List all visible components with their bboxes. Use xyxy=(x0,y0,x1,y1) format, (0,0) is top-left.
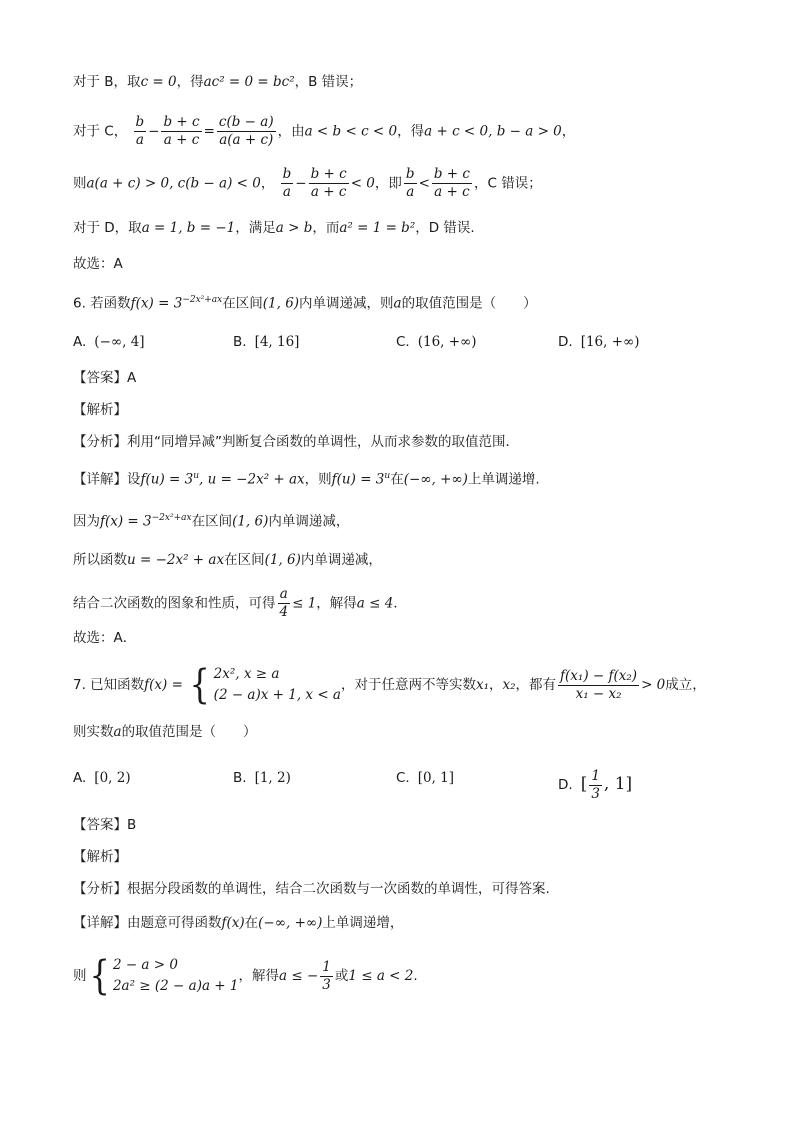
option-letter: A. xyxy=(73,770,87,786)
numerator: b xyxy=(135,114,145,130)
math: (−∞, +∞) xyxy=(403,471,468,488)
text: 结合二次函数的图象和性质，可得 xyxy=(73,595,276,612)
text: ，而 xyxy=(312,220,340,236)
math: (1, 6) xyxy=(264,552,301,568)
fraction xyxy=(161,114,201,149)
math: 1 ≤ a < 2 xyxy=(348,968,414,984)
q6-step-1 xyxy=(73,508,349,532)
math-sup: u xyxy=(193,471,200,481)
denominator: a xyxy=(282,184,291,200)
text: ，都有 xyxy=(515,677,557,693)
math: f(x) = 3 xyxy=(100,513,152,530)
text: 内单调递减， xyxy=(268,513,350,530)
denominator: 4 xyxy=(279,604,289,620)
text: ，得 xyxy=(397,123,425,140)
fraction xyxy=(309,166,349,201)
question-7-cont xyxy=(73,722,257,742)
math: − xyxy=(148,123,160,140)
q7-answer: 【答案】B xyxy=(73,817,137,833)
option-1 xyxy=(73,332,145,352)
q6-analysis xyxy=(73,432,519,452)
option-2 xyxy=(233,768,291,788)
fraction xyxy=(217,114,276,149)
math: ≤ 1 xyxy=(292,595,317,612)
numerator: a xyxy=(278,586,291,604)
text: 在 xyxy=(390,471,404,488)
text: ， xyxy=(489,677,503,693)
text: 则实数 xyxy=(73,724,114,740)
option-letter: D. xyxy=(558,334,573,350)
tag: 【详解】 xyxy=(73,471,127,488)
option-value xyxy=(580,768,633,802)
math: > 0 xyxy=(641,677,666,693)
text: 根据分段函数的单调性，结合二次函数与一次函数的单调性，可得答案. xyxy=(127,881,550,897)
tag: 【分析】 xyxy=(73,434,127,450)
text: ， xyxy=(260,175,275,192)
fraction xyxy=(134,114,147,149)
math: = xyxy=(203,123,215,140)
text: 上单调递增， xyxy=(322,915,404,931)
math: a² = 1 = b² xyxy=(339,220,416,236)
fraction xyxy=(278,586,291,621)
option-value: [0, 1] xyxy=(417,770,455,786)
math: f(u) = 3 xyxy=(331,471,385,488)
math: f(x) = 3 xyxy=(130,295,183,312)
option-3 xyxy=(396,768,454,788)
q6-step-2 xyxy=(73,550,382,570)
option-letter: C. xyxy=(396,334,410,350)
system-brace xyxy=(87,955,239,997)
text: ． xyxy=(393,595,407,612)
math: a < b < c < 0 xyxy=(304,123,398,140)
text: ，对于任意两不等实数 xyxy=(340,677,476,693)
math: a > b xyxy=(275,220,313,236)
math: f(x) xyxy=(221,915,245,931)
option-value: (−∞, 4] xyxy=(94,334,145,350)
option-letter: B. xyxy=(233,334,247,350)
denominator: a + c xyxy=(163,132,200,148)
math-sup: −2x²+ax xyxy=(151,513,192,523)
option-letter: A. xyxy=(73,334,87,350)
math: < 0 xyxy=(350,175,375,192)
text: 内单调递减， xyxy=(300,552,382,568)
option-1 xyxy=(73,768,131,788)
option-4 xyxy=(558,332,640,352)
text: 则 xyxy=(73,175,87,192)
text: 对于 C， xyxy=(73,123,128,140)
math-sup: −2x²+ax xyxy=(182,295,223,305)
case-row: 2 − a > 0 xyxy=(112,957,178,973)
question-6 xyxy=(73,290,537,314)
q6-conclusion: 故选：A． xyxy=(73,630,137,646)
case-row: 2x², x ≥ a xyxy=(213,666,280,682)
text: 内单调递减，则 xyxy=(299,295,394,312)
numerator: b xyxy=(282,166,292,182)
brace-icon: { xyxy=(189,662,211,708)
fraction xyxy=(281,166,294,201)
text: 上单调递增. xyxy=(467,471,540,488)
text: 设 xyxy=(127,471,141,488)
text: 在区间 xyxy=(191,513,233,530)
math: a xyxy=(113,724,122,740)
math: a + c < 0, b − a > 0 xyxy=(424,123,562,140)
math: , u = −2x² + ax xyxy=(199,471,305,488)
option-value: [0, 2) xyxy=(94,770,131,786)
math: x₁ xyxy=(475,677,490,693)
denominator: 3 xyxy=(322,976,331,993)
denominator: 3 xyxy=(591,786,600,802)
math: c = 0 xyxy=(140,74,177,90)
math: ac² = 0 = bc² xyxy=(203,74,295,90)
line-option-c xyxy=(73,114,575,149)
q6-answer: 【答案】A xyxy=(73,370,137,386)
denominator: x₁ − x₂ xyxy=(575,685,622,702)
text: ，C 错误； xyxy=(473,175,542,192)
text: 由题意可得函数 xyxy=(127,915,222,931)
denominator: a + c xyxy=(310,184,347,200)
option-value: [16, +∞) xyxy=(580,334,640,350)
numerator: b xyxy=(405,166,415,182)
math: u = −2x² + ax xyxy=(127,552,225,568)
text: 7. 已知函数 xyxy=(73,677,145,693)
numerator: c(b − a) xyxy=(218,114,274,130)
text: 对于 D，取 xyxy=(73,220,142,236)
q6-analysis-header: 【解析】 xyxy=(73,402,127,418)
q7-step-1 xyxy=(73,955,418,997)
denominator: a xyxy=(135,132,144,148)
math: a(a + c) > 0, c(b − a) < 0 xyxy=(86,175,261,192)
text: ，解得 xyxy=(316,595,357,612)
text: 因为 xyxy=(73,513,100,530)
math: (−∞, +∞) xyxy=(258,915,323,931)
text: 6. 若函数 xyxy=(73,295,131,312)
text: 对于 B，取 xyxy=(73,74,141,90)
option-3 xyxy=(396,332,477,352)
fraction xyxy=(589,768,602,803)
text: ， xyxy=(561,123,576,140)
text: . xyxy=(413,968,418,984)
text: ，B 错误； xyxy=(294,74,363,90)
denominator: a + c xyxy=(434,184,470,200)
fraction xyxy=(558,668,639,703)
text: 则 xyxy=(73,968,87,984)
math: f(u) = 3 xyxy=(140,471,194,488)
text: 的取值范围是（ ） xyxy=(121,724,257,740)
numerator: f(x₁) − f(x₂) xyxy=(560,667,638,684)
line-option-d xyxy=(73,218,475,238)
math: f(x) = xyxy=(144,677,183,693)
option-2 xyxy=(233,332,299,352)
text: 成立， xyxy=(665,677,706,693)
math: (1, 6) xyxy=(262,295,300,312)
text: 利用“同增异减”判断复合函数的单调性，从而求参数的取值范围． xyxy=(127,434,519,450)
q7-analysis xyxy=(73,879,550,899)
text: 在区间 xyxy=(222,295,263,312)
math: x₂ xyxy=(502,677,516,693)
q7-analysis-header: 【解析】 xyxy=(73,849,127,865)
line-option-b xyxy=(73,72,362,92)
tag: 【分析】 xyxy=(73,881,127,897)
math: a ≤ − xyxy=(279,968,319,984)
text: ，满足 xyxy=(235,220,276,236)
option-value: [1, 2) xyxy=(254,770,291,786)
math: a ≤ 4 xyxy=(356,595,394,612)
option-letter: D. xyxy=(558,777,573,793)
math-sup: u xyxy=(384,471,391,481)
text: 或 xyxy=(334,968,349,984)
fraction xyxy=(320,959,333,994)
option-letter: C. xyxy=(396,770,410,786)
text: ，即 xyxy=(374,175,402,192)
text: ，得 xyxy=(176,74,204,90)
numerator: b + c xyxy=(163,114,200,130)
text: ，解得 xyxy=(238,968,279,984)
denominator: a xyxy=(406,184,415,200)
case-row: (2 − a)x + 1, x < a xyxy=(213,687,341,703)
math: a xyxy=(393,295,402,312)
numerator: b + c xyxy=(433,166,470,182)
text: 的取值范围是（ ） xyxy=(401,295,537,312)
case-row: 2a² ≥ (2 − a)a + 1 xyxy=(112,978,239,994)
bracket: [ xyxy=(580,774,588,794)
fraction xyxy=(432,166,472,201)
tag: 【详解】 xyxy=(73,915,127,931)
piecewise-brace xyxy=(187,664,341,706)
brace-icon: { xyxy=(89,953,110,999)
math: − xyxy=(295,175,307,192)
text: ，D 错误. xyxy=(415,220,475,236)
numerator: 1 xyxy=(591,768,600,784)
line-answer-5: 故选：A xyxy=(73,256,123,272)
math: (1, 6) xyxy=(232,513,269,530)
math: a = 1, b = −1 xyxy=(141,220,236,236)
fraction xyxy=(404,166,417,201)
text: 所以函数 xyxy=(73,552,127,568)
bracket: , 1] xyxy=(603,774,633,794)
text: ，则 xyxy=(304,471,332,488)
option-4 xyxy=(558,768,632,803)
option-value: [4, 16] xyxy=(254,334,300,350)
text: ，由 xyxy=(277,123,305,140)
question-7 xyxy=(73,664,706,706)
line-option-c-cont xyxy=(73,166,542,201)
text: 在 xyxy=(244,915,259,931)
option-value: (16, +∞) xyxy=(417,334,477,350)
q6-step-3 xyxy=(73,586,407,621)
numerator: b + c xyxy=(310,166,347,182)
option-letter: B. xyxy=(233,770,247,786)
q6-detail xyxy=(73,466,540,490)
math: < xyxy=(418,175,430,192)
numerator: 1 xyxy=(322,958,331,975)
q7-detail xyxy=(73,913,403,933)
denominator: a(a + c) xyxy=(219,132,274,148)
text: 在区间 xyxy=(224,552,265,568)
